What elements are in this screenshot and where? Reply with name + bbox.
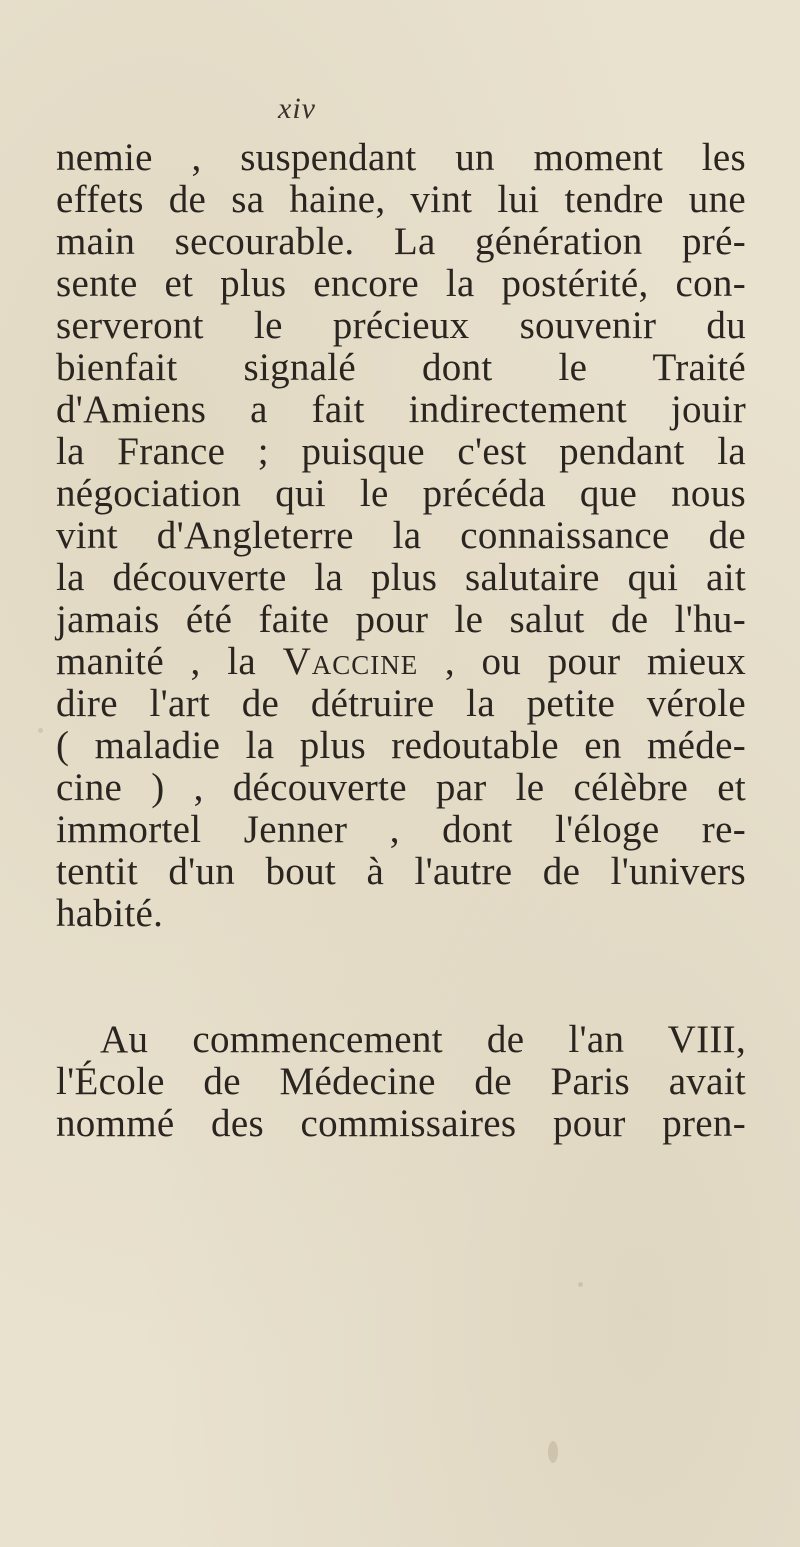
text-line: habité. xyxy=(56,892,164,935)
text-line: négociation qui le précéda que nous xyxy=(56,472,746,515)
text-line: la France ; puisque c'est pendant la xyxy=(56,430,746,473)
text-line: sente et plus encore la postérité, con- xyxy=(56,262,746,305)
text-line: la découverte la plus salutaire qui ait xyxy=(56,556,746,599)
text-line: tentit d'un bout à l'autre de l'univers xyxy=(56,850,746,893)
text-line: cine ) , découverte par le célèbre et xyxy=(56,766,746,809)
text-line: nemie , suspendant un moment les xyxy=(56,136,746,179)
text-line: nommé des commissaires pour pren- xyxy=(56,1102,746,1145)
text-line: jamais été faite pour le salut de l'hu- xyxy=(56,598,746,641)
text-line-vaccine xyxy=(56,641,746,683)
body-text xyxy=(56,137,746,1145)
paper-speck xyxy=(578,1282,583,1287)
page-number: xiv xyxy=(278,92,316,125)
paragraph-gap xyxy=(56,935,746,1019)
text-fragment: manité , la xyxy=(56,640,283,683)
text-line: ( maladie la plus redoutable en méde- xyxy=(56,724,746,767)
text-line: main secourable. La génération pré- xyxy=(56,220,746,263)
paper-speck xyxy=(38,728,43,733)
text-fragment: , ou pour mieux xyxy=(418,640,746,683)
text-line: vint d'Angleterre la connaissance de xyxy=(56,514,746,557)
text-line: dire l'art de détruire la petite vérole xyxy=(56,682,746,725)
text-line: immortel Jenner , dont l'éloge re- xyxy=(56,808,746,851)
text-line: d'Amiens a fait indirectement jouir xyxy=(56,388,746,431)
text-line: l'École de Médecine de Paris avait xyxy=(56,1060,746,1103)
vaccine-term: Vaccine xyxy=(282,640,419,683)
text-line: bienfait signalé dont le Traité xyxy=(56,346,746,389)
text-line: effets de sa haine, vint lui tendre une xyxy=(56,178,746,221)
paper-speck xyxy=(548,1441,558,1463)
text-line: Au commencement de l'an VIII, xyxy=(100,1018,746,1061)
text-line: serveront le précieux souvenir du xyxy=(56,304,746,347)
